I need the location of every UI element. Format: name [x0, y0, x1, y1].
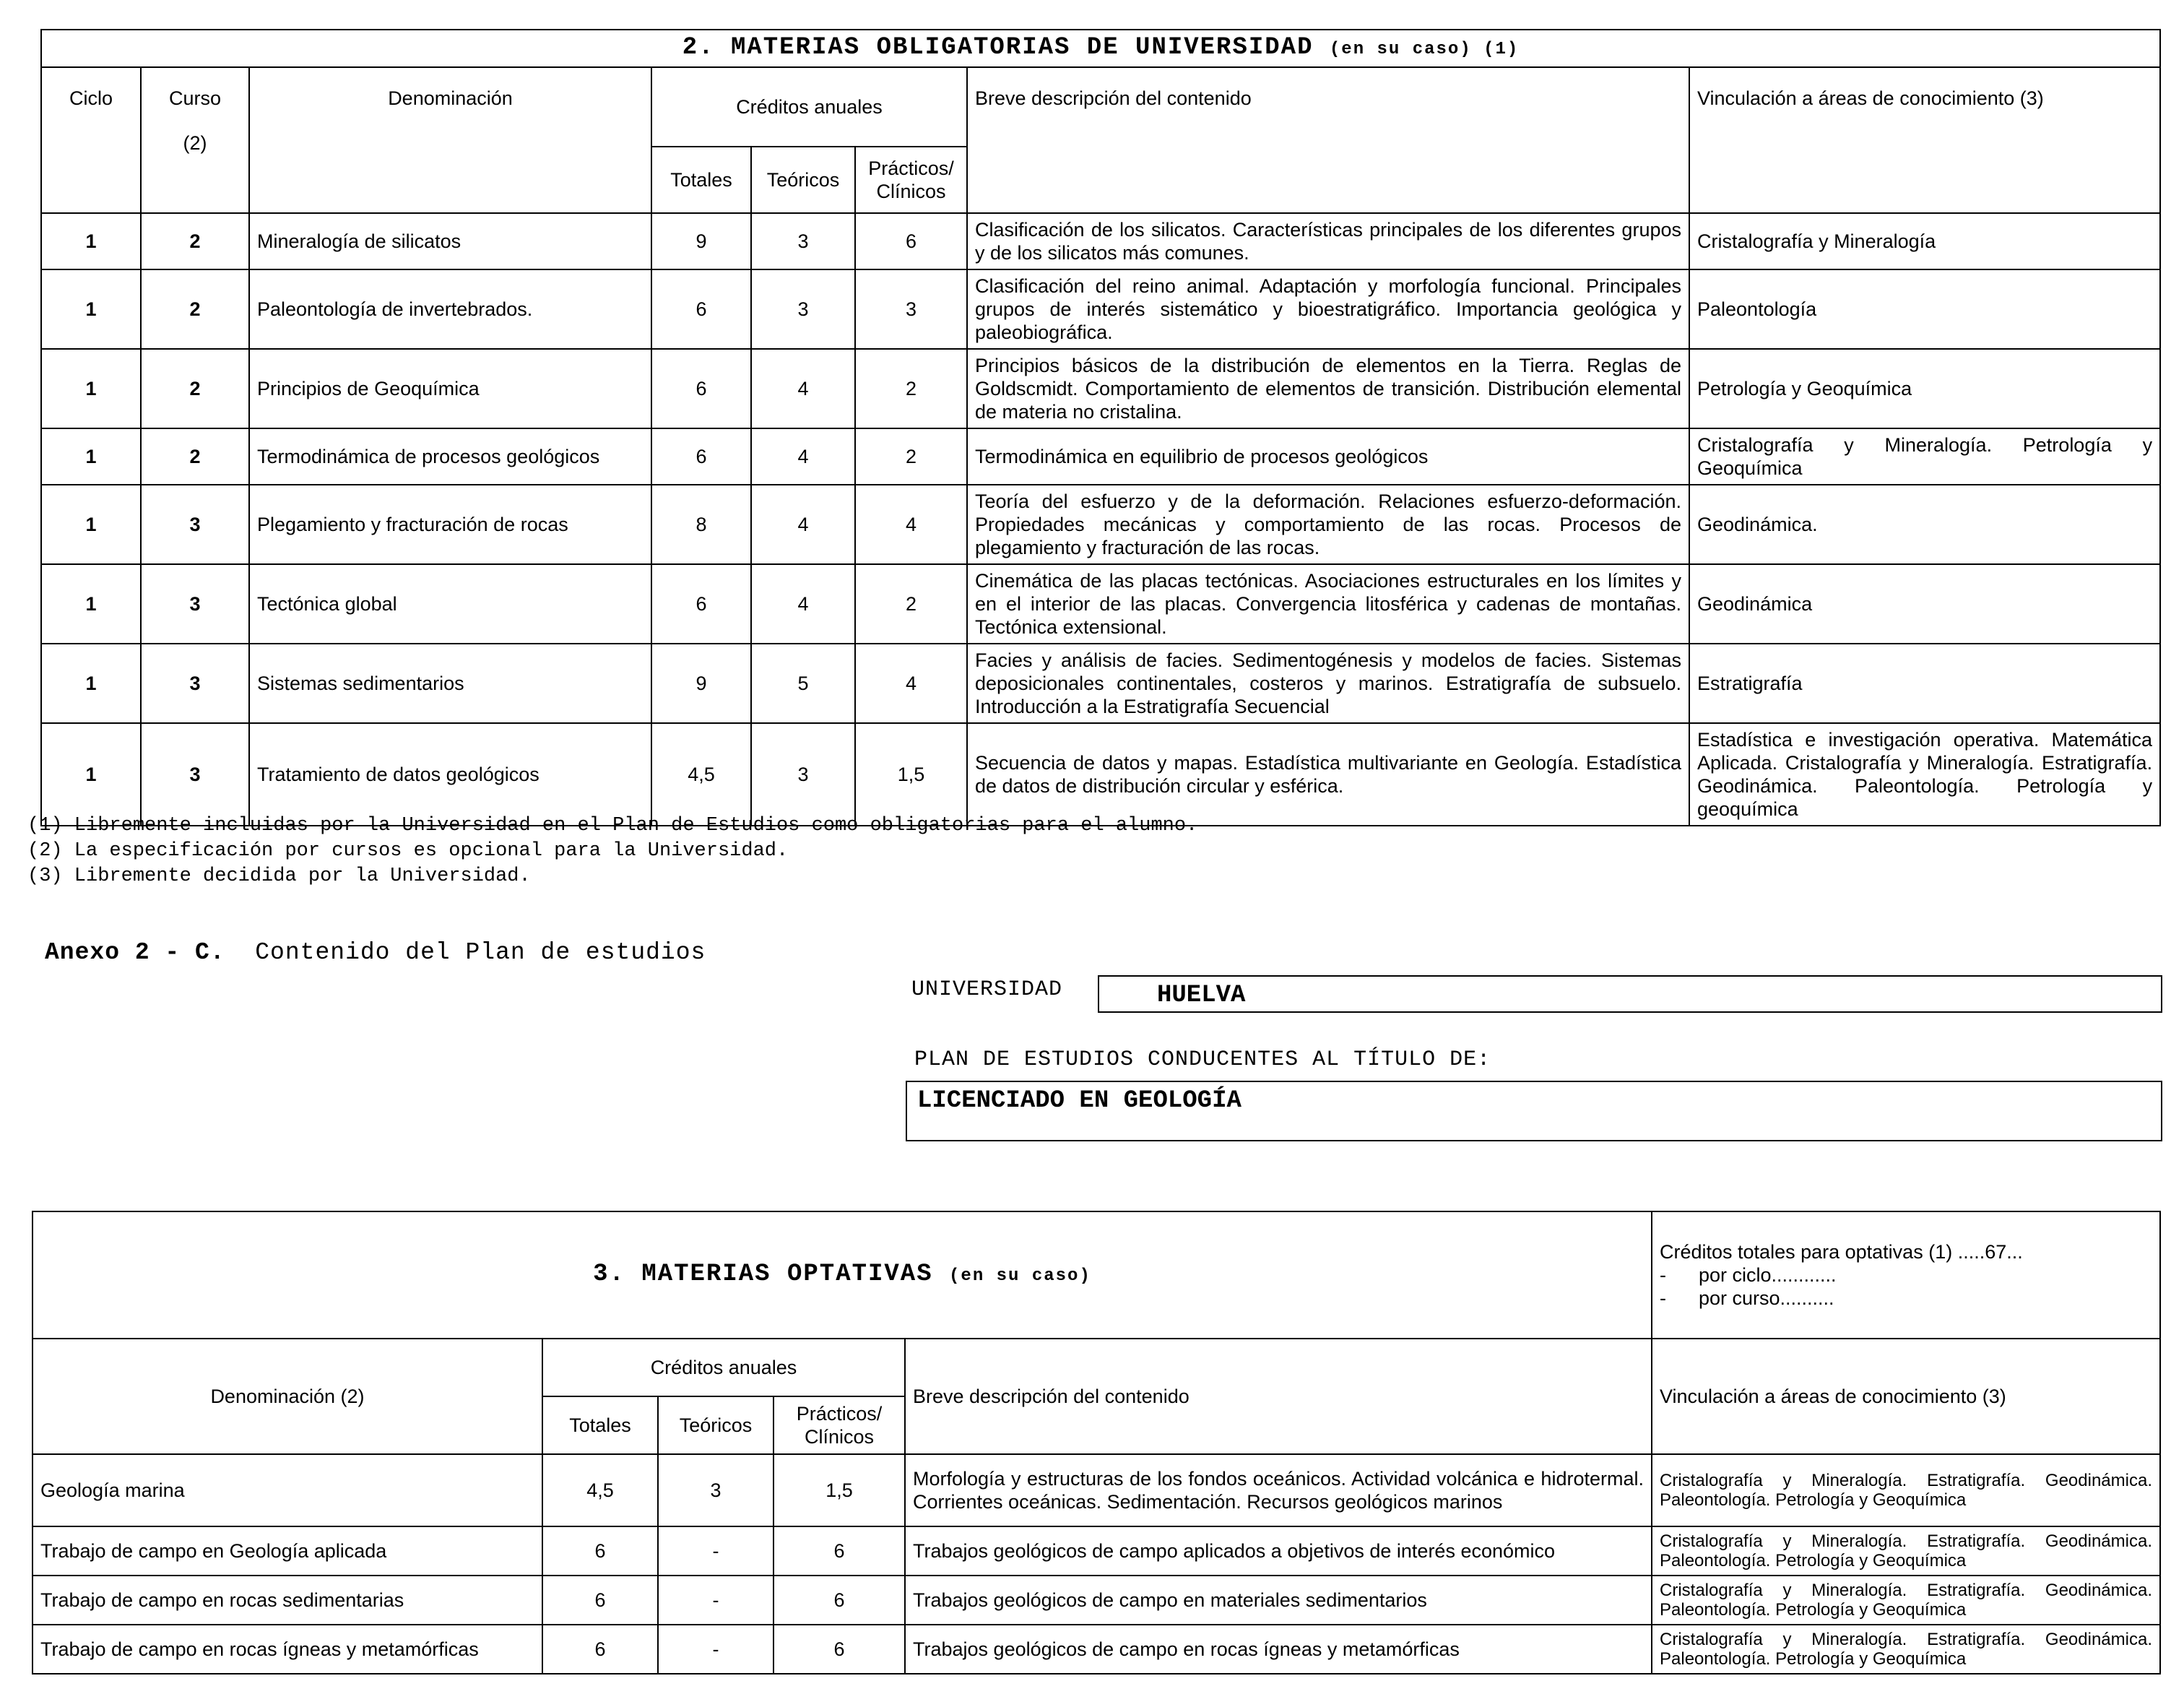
cell-curso: 2: [141, 213, 249, 269]
cell-ciclo: 1: [41, 349, 141, 428]
cell-denominacion: Sistemas sedimentarios: [249, 644, 651, 723]
cell-ciclo: 1: [41, 723, 141, 826]
cell-curso: 2: [141, 349, 249, 428]
table-row: [32, 1526, 2160, 1576]
footnote-2: (2) La especificación por cursos es opcional para la Universidad.: [27, 840, 789, 862]
cell-vinculacion: Geodinámica.: [1689, 485, 2160, 564]
cell-denominacion: Tratamiento de datos geológicos: [249, 723, 651, 826]
cell-teoricos: 3: [751, 213, 855, 269]
header-denominacion: Denominación: [249, 67, 651, 213]
cell-teoricos: 4: [751, 349, 855, 428]
cell-totales: 6: [542, 1625, 658, 1674]
cell-practicos: 2: [855, 564, 967, 644]
cell-practicos: 2: [855, 428, 967, 485]
cell-curso: 2: [141, 428, 249, 485]
header-curso: Curso (2): [141, 67, 249, 213]
cell-ciclo: 1: [41, 269, 141, 349]
table-row: [41, 349, 2160, 428]
cell-denominacion: Geología marina: [32, 1454, 542, 1526]
cell-ciclo: 1: [41, 428, 141, 485]
cell-descripcion: Clasificación del reino animal. Adaptación y morfología funcional. Principales grupos de interés sistemático y bioestratigráfico. Importancia geológica y paleobiográfica.: [967, 269, 1689, 349]
header-denominacion: Denominación (2): [32, 1339, 542, 1454]
cell-teoricos: -: [658, 1576, 774, 1625]
university-label: UNIVERSIDAD: [911, 977, 1063, 1002]
cell-totales: 4,5: [651, 723, 751, 826]
header-ciclo: Ciclo: [41, 67, 141, 213]
cell-practicos: 4: [855, 644, 967, 723]
cell-descripcion: Termodinámica en equilibrio de procesos geológicos: [967, 428, 1689, 485]
cell-denominacion: Paleontología de invertebrados.: [249, 269, 651, 349]
header-teoricos: Teóricos: [751, 147, 855, 213]
header-totales: Totales: [542, 1396, 658, 1454]
cell-denominacion: Mineralogía de silicatos: [249, 213, 651, 269]
table3-title: 3. MATERIAS OPTATIVAS (en su caso): [32, 1211, 1652, 1339]
cell-practicos: 3: [855, 269, 967, 349]
cell-descripcion: Trabajos geológicos de campo en materiales sedimentarios: [905, 1576, 1652, 1625]
cell-descripcion: Principios básicos de la distribución de elementos en la Tierra. Reglas de Goldscmidt. Comportamiento de elementos de transición. Distribución elemental de materia no cristalina.: [967, 349, 1689, 428]
optional-subjects-table: [32, 1211, 2161, 1674]
cell-teoricos: 3: [751, 723, 855, 826]
cell-curso: 3: [141, 644, 249, 723]
table-row: [41, 213, 2160, 269]
cell-practicos: 6: [855, 213, 967, 269]
cell-denominacion: Termodinámica de procesos geológicos: [249, 428, 651, 485]
header-creditos: Créditos anuales: [651, 67, 967, 147]
header-creditos: Créditos anuales: [542, 1339, 905, 1396]
cell-descripcion: Trabajos geológicos de campo aplicados a objetivos de interés económico: [905, 1526, 1652, 1576]
table-row: [32, 1576, 2160, 1625]
cell-teoricos: -: [658, 1625, 774, 1674]
cell-practicos: 6: [774, 1526, 905, 1576]
cell-vinculacion: Geodinámica: [1689, 564, 2160, 644]
cell-vinculacion: Cristalografía y Mineralogía: [1689, 213, 2160, 269]
degree-field: LICENCIADO EN GEOLOGÍA: [906, 1081, 2162, 1141]
cell-practicos: 2: [855, 349, 967, 428]
annex-heading: Anexo 2 - C. Contenido del Plan de estudios: [45, 939, 706, 966]
cell-teoricos: 4: [751, 428, 855, 485]
table2-title: 2. MATERIAS OBLIGATORIAS DE UNIVERSIDAD (en su caso) (1): [41, 30, 2160, 67]
cell-teoricos: 4: [751, 564, 855, 644]
table-row: [32, 1625, 2160, 1674]
cell-teoricos: -: [658, 1526, 774, 1576]
optional-credits-summary: Créditos totales para optativas (1) .....67... - por ciclo............ - por curso..........: [1652, 1211, 2160, 1339]
cell-totales: 6: [542, 1576, 658, 1625]
cell-vinculacion: Estadística e investigación operativa. Matemática Aplicada. Cristalografía y Mineralogía. Estratigrafía. Geodinámica. Paleontología. Petrología y geoquímica: [1689, 723, 2160, 826]
cell-ciclo: 1: [41, 485, 141, 564]
cell-descripcion: Facies y análisis de facies. Sedimentogénesis y modelos de facies. Sistemas deposicionales continentales, costeros y marinos. Estratigrafía de subsuelo. Introducción a la Estratigrafía Secuencial: [967, 644, 1689, 723]
cell-teoricos: 4: [751, 485, 855, 564]
cell-vinculacion: Cristalografía y Mineralogía. Estratigrafía. Geodinámica. Paleontología. Petrología y Geoquímica: [1652, 1576, 2160, 1625]
cell-totales: 9: [651, 213, 751, 269]
cell-vinculacion: Petrología y Geoquímica: [1689, 349, 2160, 428]
header-teoricos: Teóricos: [658, 1396, 774, 1454]
cell-totales: 6: [651, 564, 751, 644]
cell-totales: 6: [542, 1526, 658, 1576]
cell-teoricos: 5: [751, 644, 855, 723]
header-vinculacion: Vinculación a áreas de conocimiento (3): [1689, 67, 2160, 213]
cell-descripcion: Morfología y estructuras de los fondos oceánicos. Actividad volcánica e hidrotermal. Corrientes oceánicas. Sedimentación. Recursos geológicos marinos: [905, 1454, 1652, 1526]
university-field: HUELVA: [1098, 975, 2162, 1013]
cell-practicos: 1,5: [855, 723, 967, 826]
cell-descripcion: Clasificación de los silicatos. Características principales de los diferentes grupos y de los silicatos más comunes.: [967, 213, 1689, 269]
cell-totales: 6: [651, 269, 751, 349]
cell-vinculacion: Estratigrafía: [1689, 644, 2160, 723]
cell-denominacion: Trabajo de campo en Geología aplicada: [32, 1526, 542, 1576]
cell-totales: 6: [651, 428, 751, 485]
cell-curso: 3: [141, 485, 249, 564]
cell-ciclo: 1: [41, 644, 141, 723]
cell-denominacion: Plegamiento y fracturación de rocas: [249, 485, 651, 564]
cell-denominacion: Trabajo de campo en rocas sedimentarias: [32, 1576, 542, 1625]
table-row: [41, 428, 2160, 485]
cell-totales: 8: [651, 485, 751, 564]
cell-descripcion: Cinemática de las placas tectónicas. Asociaciones estructurales en los límites y en el interior de las placas. Convergencia litosférica y cadenas de montañas. Tectónica extensional.: [967, 564, 1689, 644]
table-row: [41, 644, 2160, 723]
cell-practicos: 4: [855, 485, 967, 564]
header-descripcion: Breve descripción del contenido: [967, 67, 1689, 213]
header-descripcion: Breve descripción del contenido: [905, 1339, 1652, 1454]
cell-totales: 4,5: [542, 1454, 658, 1526]
plan-label: PLAN DE ESTUDIOS CONDUCENTES AL TÍTULO DE:: [914, 1047, 1491, 1072]
header-practicos: Prácticos/ Clínicos: [855, 147, 967, 213]
cell-descripcion: Trabajos geológicos de campo en rocas ígneas y metamórficas: [905, 1625, 1652, 1674]
header-practicos: Prácticos/ Clínicos: [774, 1396, 905, 1454]
cell-totales: 9: [651, 644, 751, 723]
footnote-3: (3) Libremente decidida por la Universidad.: [27, 865, 531, 887]
cell-ciclo: 1: [41, 564, 141, 644]
cell-practicos: 1,5: [774, 1454, 905, 1526]
obligatory-subjects-table: [40, 29, 2161, 826]
cell-vinculacion: Cristalografía y Mineralogía. Estratigrafía. Geodinámica. Paleontología. Petrología y Geoquímica: [1652, 1526, 2160, 1576]
cell-denominacion: Trabajo de campo en rocas ígneas y metamórficas: [32, 1625, 542, 1674]
cell-teoricos: 3: [751, 269, 855, 349]
cell-vinculacion: Cristalografía y Mineralogía. Estratigrafía. Geodinámica. Paleontología. Petrología y Geoquímica: [1652, 1625, 2160, 1674]
table-row: [41, 485, 2160, 564]
cell-denominacion: Principios de Geoquímica: [249, 349, 651, 428]
table-row: [32, 1454, 2160, 1526]
cell-practicos: 6: [774, 1625, 905, 1674]
cell-curso: 2: [141, 269, 249, 349]
cell-vinculacion: Paleontología: [1689, 269, 2160, 349]
table-row: [41, 269, 2160, 349]
cell-practicos: 6: [774, 1576, 905, 1625]
cell-curso: 3: [141, 723, 249, 826]
cell-totales: 6: [651, 349, 751, 428]
table-row: [41, 723, 2160, 826]
footnote-1: (1) Libremente incluidas por la Universidad en el Plan de Estudios como obligatorias para el alumno.: [27, 815, 1198, 837]
cell-teoricos: 3: [658, 1454, 774, 1526]
cell-vinculacion: Cristalografía y Mineralogía. Petrología y Geoquímica: [1689, 428, 2160, 485]
cell-descripcion: Teoría del esfuerzo y de la deformación. Relaciones esfuerzo-deformación. Propiedades mecánicas y comportamiento de las rocas. Procesos de plegamiento y fracturación de las rocas.: [967, 485, 1689, 564]
cell-descripcion: Secuencia de datos y mapas. Estadística multivariante en Geología. Estadística de datos de distribución circular y esférica.: [967, 723, 1689, 826]
cell-curso: 3: [141, 564, 249, 644]
cell-ciclo: 1: [41, 213, 141, 269]
cell-vinculacion: Cristalografía y Mineralogía. Estratigrafía. Geodinámica. Paleontología. Petrología y Geoquímica: [1652, 1454, 2160, 1526]
header-totales: Totales: [651, 147, 751, 213]
header-vinculacion: Vinculación a áreas de conocimiento (3): [1652, 1339, 2160, 1454]
cell-denominacion: Tectónica global: [249, 564, 651, 644]
table-row: [41, 564, 2160, 644]
